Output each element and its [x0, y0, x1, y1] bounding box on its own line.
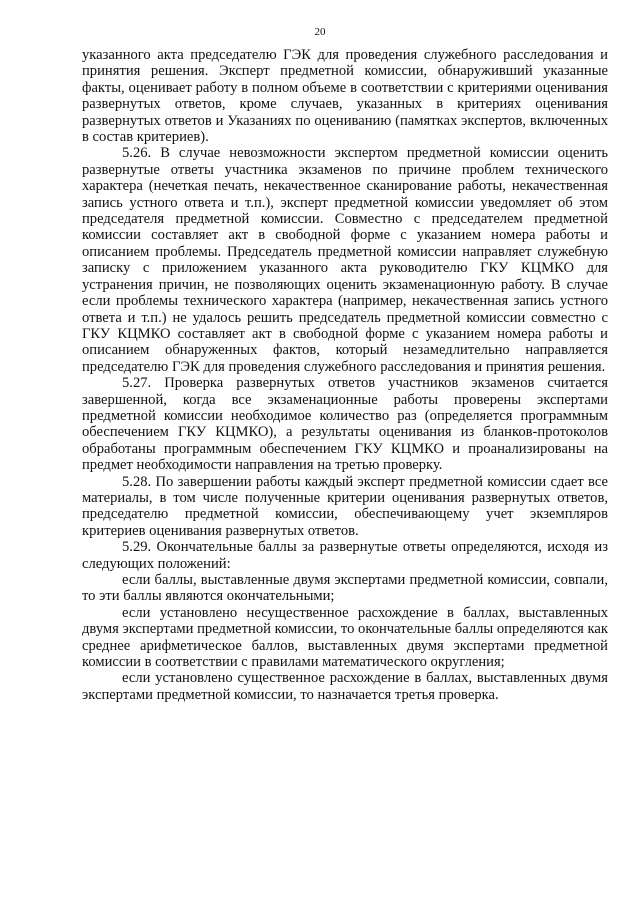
- rule-item-major-discrepancy: если установлено существенное расхождение в баллах, выставленных двумя экспертами предметной комиссии, то назначается третья проверка.: [82, 670, 608, 703]
- rule-item-minor-discrepancy: если установлено несущественное расхождение в баллах, выставленных двумя экспертами предметной комиссии, то окончательные баллы определяются как среднее арифметическое баллов, выставленных двумя экспертами предметной комиссии в соответствии с правилами математического округления;: [82, 604, 608, 671]
- page-number: 20: [314, 26, 326, 38]
- paragraph-5-29: 5.29. Окончательные баллы за развернутые ответы определяются, исходя из следующих положений:: [82, 539, 608, 572]
- paragraph-5-26: 5.26. В случае невозможности экспертом предметной комиссии оценить развернутые ответы участника экзаменов по причине проблем технического характера (нечеткая печать, некачественное сканирование работы, некачественная запись устного ответа и т.п.), эксперт предметной комиссии уведомляет об этом председателя предметной комиссии. Совместно с председателем предметной комиссии составляет акт в свободной форме с указанием номера работы и описанием проблемы. Председатель предметной комиссии направляет служебную записку с приложением указанного акта руководителю ГКУ КЦМКО для устранения причин, не позволяющих оценить экзаменационную работу. В случае если проблемы технического характера (например, некачественная запись устного ответа и т.п.) не удалось решить председатель предметной комиссии совместно с ГКУ КЦМКО составляет акт в свободной форме с указанием номера работы и описанием обнаруженных фактов, который незамедлительно направляется председателю ГЭК для проведения служебного расследования и принятия решения.: [82, 145, 608, 375]
- paragraph-continuation: указанного акта председателю ГЭК для проведения служебного расследования и принятия решения. Эксперт предметной комиссии, обнаруживший указанные факты, оценивает работу в полном объеме в соответствии с критериями оценивания развернутых ответов, кроме случаев, указанных в критериях оценивания развернутых ответов и Указаниях по оцениванию (памятках экспертов, включенных в состав критериев).: [82, 47, 608, 146]
- paragraph-5-27: 5.27. Проверка развернутых ответов участников экзаменов считается завершенной, когда все экзаменационные работы проверены экспертами предметной комиссии необходимое количество раз (определяется программным обеспечением ГКУ КЦМКО), а результаты оценивания из бланков-протоколов обработаны программным обеспечением ГКУ КЦМКО и проанализированы на предмет необходимости направления на третью проверку.: [82, 375, 608, 474]
- rule-item-scores-match: если баллы, выставленные двумя экспертами предметной комиссии, совпали, то эти баллы являются окончательными;: [82, 572, 608, 605]
- paragraph-5-28: 5.28. По завершении работы каждый эксперт предметной комиссии сдает все материалы, в том числе полученные критерии оценивания развернутых ответов, председателю предметной комиссии, обеспечивающему учет экземпляров критериев оценивания развернутых ответов.: [82, 473, 608, 539]
- document-body: [82, 47, 608, 703]
